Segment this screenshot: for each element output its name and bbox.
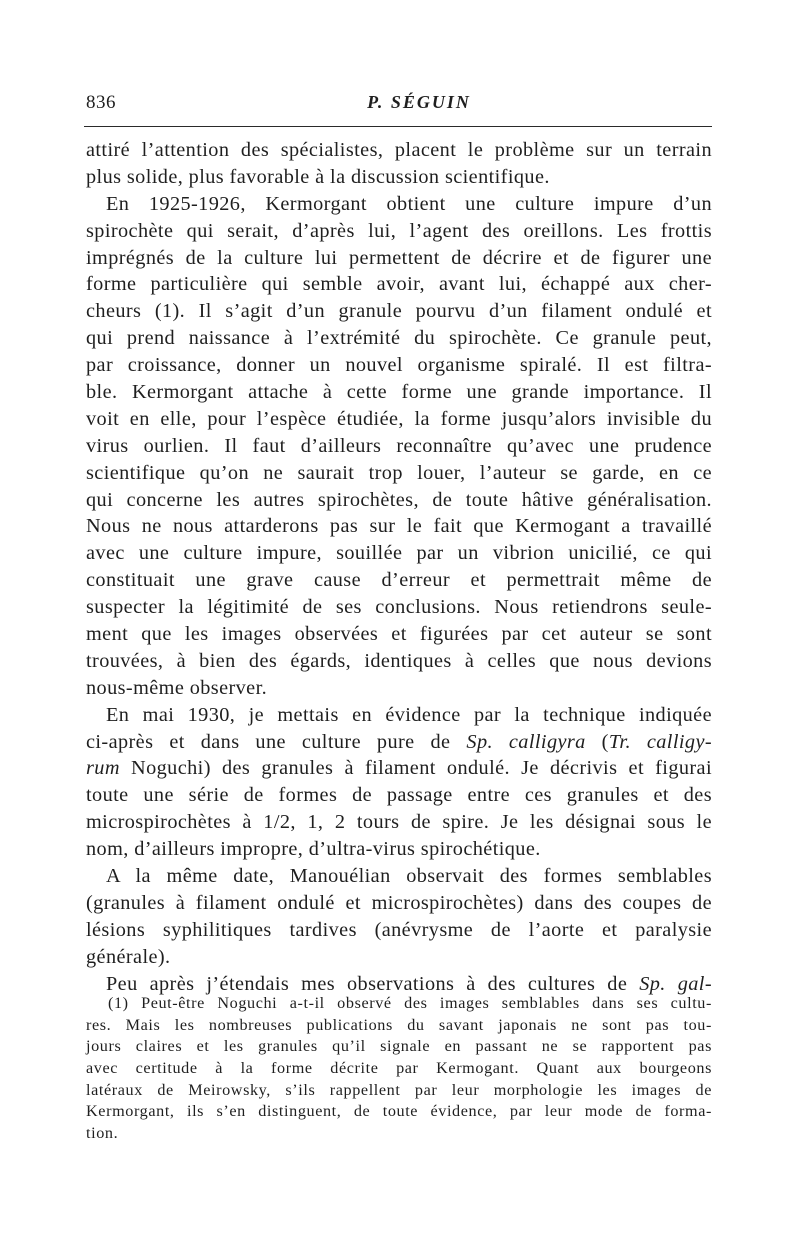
running-header — [86, 92, 712, 118]
text-line: nous-même observer. — [86, 676, 268, 699]
text-line: par croissance, donner un nouvel organisme spiralé. Il est filtra- — [86, 354, 712, 377]
text-line: trouvées, à bien des égards, identiques à celles que nous devions — [86, 649, 712, 672]
text-line: lésions syphilitiques tardives (anévrysme de l’aorte et paralysie — [86, 918, 712, 941]
text-line: ble. Kermorgant attache à cette forme une grande importance. Il — [86, 381, 712, 404]
text-line: A la même date, Manouélian observait des formes semblables — [106, 865, 712, 888]
text-line: spirochète qui serait, d’après lui, l’agent des oreillons. Les frottis — [86, 219, 712, 242]
text-line: nom, d’ailleurs impropre, d’ultra-virus spirochétique. — [86, 838, 541, 861]
text-line: imprégnés de la culture lui permettent de décrire et de figurer une — [86, 246, 712, 269]
text-line: toute une série de formes de passage entre ces granules et des — [86, 784, 712, 807]
header-rule — [84, 126, 712, 127]
text-line: Peu après j’étendais mes observations à des cultures de Sp. gal- — [106, 972, 712, 995]
paragraph — [86, 137, 712, 191]
text-line: Nous ne nous attarderons pas sur le fait que Kermogant a travaillé — [86, 515, 712, 538]
text-line: microspirochètes à 1/2, 1, 2 tours de spire. Je les désignai sous le — [86, 811, 712, 834]
italic-species-name: Tr. calligy- — [608, 730, 713, 753]
footnote-line: (1) Peut-être Noguchi a-t-il observé des images semblables dans ses cultu- — [108, 994, 712, 1012]
text-line: (granules à filament ondulé et microspirochètes) dans des coupes de — [86, 891, 712, 914]
text-line: En mai 1930, je mettais en évidence par la technique indiquée — [106, 703, 712, 726]
footnote-line: Kermorgant, ils s’en distinguent, de toute évidence, par leur mode de forma- — [86, 1102, 712, 1121]
text-line: suspecter la légitimité de ses conclusions. Nous retiendrons seule- — [86, 596, 712, 619]
page-number: 836 — [86, 92, 116, 113]
paragraph — [86, 863, 712, 971]
italic-species-name: Sp. calligyra — [466, 730, 586, 753]
text-line: En 1925-1926, Kermorgant obtient une culture impure d’un — [106, 192, 712, 215]
paragraph — [86, 702, 712, 863]
body-text — [86, 137, 712, 998]
running-head-author: P. SÉGUIN — [367, 92, 471, 112]
text-line: ment que les images observées et figurées par cet auteur se sont — [86, 623, 712, 646]
text-line: qui prend naissance à l’extrémité du spirochète. Ce granule peut, — [86, 327, 712, 350]
text-line: cheurs (1). Il s’agit d’un granule pourvu d’un filament ondulé et — [86, 300, 712, 323]
footnote-line: tion. — [86, 1124, 119, 1143]
text-line: avec une culture impure, souillée par un vibrion unicilié, ce qui — [86, 542, 712, 565]
footnote-line: jours claires et les granules qu’il signale en passant ne se rapportent pas — [86, 1037, 712, 1056]
text-line: qui concerne les autres spirochètes, de toute hâtive généralisation. — [86, 488, 712, 511]
text-line: virus ourlien. Il faut d’ailleurs reconnaître qu’avec une prudence — [86, 434, 712, 457]
text-line: plus solide, plus favorable à la discussion scientifique. — [86, 165, 550, 188]
text-line: attiré l’attention des spécialistes, placent le problème sur un terrain — [86, 139, 712, 161]
text-line: générale). — [86, 945, 171, 968]
italic-species-name: Sp. gal- — [639, 972, 712, 995]
text-line: rum Noguchi) des granules à filament ondulé. Je décrivis et figurai — [86, 757, 712, 780]
footnote-line: avec certitude à la forme décrite par Kermogant. Quant aux bourgeons — [86, 1059, 712, 1078]
footnote — [86, 993, 712, 1145]
footnote-line: res. Mais les nombreuses publications du savant japonais ne sont pas tou- — [86, 1015, 712, 1034]
text-line: constituait une grave cause d’erreur et permettrait même de — [86, 569, 712, 592]
paragraph — [86, 191, 712, 702]
text-line: scientifique qu’on ne saurait trop louer, l’auteur se garde, en ce — [86, 461, 712, 484]
footnote-line: latéraux de Meirowsky, s’ils rappellent par leur morphologie les images de — [86, 1080, 712, 1099]
text-line: ci-après et dans une culture pure de Sp. calligyra (Tr. calligy- — [86, 730, 713, 753]
italic-species-name: rum — [86, 757, 120, 780]
text-line: forme particulière qui semble avoir, avant lui, échappé aux cher- — [86, 273, 712, 296]
text-line: voit en elle, pour l’espèce étudiée, la forme jusqu’alors invisible du — [86, 407, 712, 430]
